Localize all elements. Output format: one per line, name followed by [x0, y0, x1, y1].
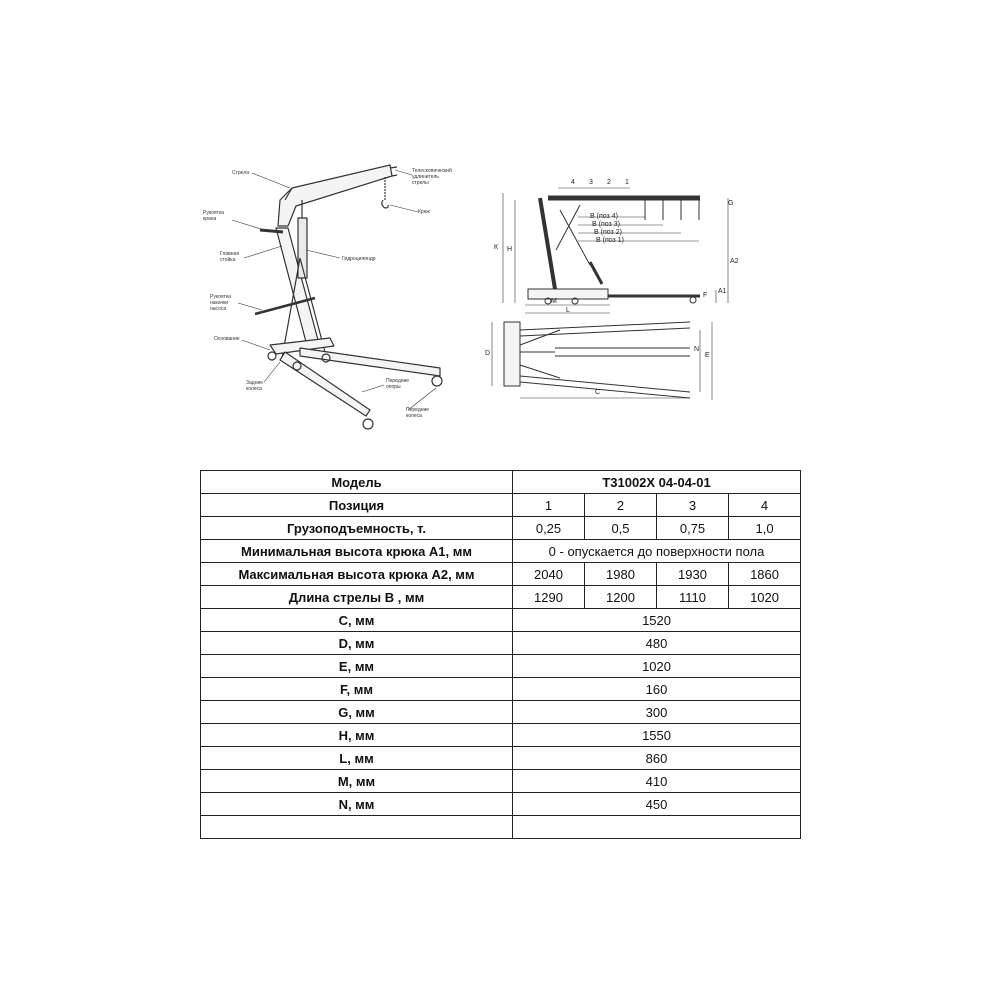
label-front-supports: Передние опоры	[386, 378, 410, 390]
table-cell: 0,5	[585, 517, 657, 540]
dim-f-label: F, мм	[201, 678, 513, 701]
table-row	[201, 586, 801, 609]
dim-d-value: 480	[513, 632, 801, 655]
table-row	[201, 517, 801, 540]
dim-m-value: 410	[513, 770, 801, 793]
dim-pos-3: 3	[589, 179, 593, 186]
dim-e: E	[705, 352, 710, 359]
label-pump-handle: Рукоятка накачки насоса	[210, 294, 231, 312]
table-cell: 0,25	[513, 517, 585, 540]
table-row	[201, 701, 801, 724]
dim-h-value: 1550	[513, 724, 801, 747]
dim-b-pos1: B (поз 1)	[596, 237, 624, 244]
dim-c-label: C, мм	[201, 609, 513, 632]
table-cell: 2040	[513, 563, 585, 586]
crane-illustration	[0, 0, 1000, 460]
dim-f: F	[703, 292, 708, 299]
dim-m-label: M, мм	[201, 770, 513, 793]
dim-c: C	[595, 389, 601, 396]
dim-g: G	[728, 200, 734, 207]
min-hook-value: 0 - опускается до поверхности пола	[513, 540, 801, 563]
dim-l-value: 860	[513, 747, 801, 770]
dim-n-value: 450	[513, 793, 801, 816]
table-cell: 1980	[585, 563, 657, 586]
dim-c-value: 1520	[513, 609, 801, 632]
table-row	[201, 770, 801, 793]
dim-a1: A1	[718, 288, 727, 295]
table-cell: 3	[657, 494, 729, 517]
label-base: Основание	[214, 336, 240, 342]
dim-f-value: 160	[513, 678, 801, 701]
label-main-post: Главная стойка	[220, 251, 240, 263]
dim-l-label: L, мм	[201, 747, 513, 770]
table-cell: 1860	[729, 563, 801, 586]
table-row	[201, 655, 801, 678]
table-cell: 2	[585, 494, 657, 517]
label-front-wheels: Передние колеса	[406, 407, 430, 419]
dim-pos-4: 4	[571, 179, 575, 186]
dim-e-label: E, мм	[201, 655, 513, 678]
dim-g-value: 300	[513, 701, 801, 724]
table-cell: 1930	[657, 563, 729, 586]
dim-n: N	[694, 346, 700, 353]
label-boom-extension: Телескопический удлинитель стрелы	[412, 168, 452, 186]
table-row	[201, 609, 801, 632]
table-cell: 1290	[513, 586, 585, 609]
table-row	[201, 724, 801, 747]
dim-b-pos4: B (поз 4)	[590, 213, 618, 220]
boom-length-label: Длина стрелы В , мм	[201, 586, 513, 609]
max-hook-label: Максимальная высота крюка А2, мм	[201, 563, 513, 586]
dim-l: L	[566, 307, 570, 314]
dim-b-pos2: B (поз 2)	[594, 229, 622, 236]
table-row	[201, 540, 801, 563]
dim-b-pos3: B (поз 3)	[592, 221, 620, 228]
table-cell: 0,75	[657, 517, 729, 540]
dim-pos-1: 1	[625, 179, 629, 186]
dim-d-label: D, мм	[201, 632, 513, 655]
table-cell: 1,0	[729, 517, 801, 540]
dim-a2: A2	[730, 258, 739, 265]
capacity-label: Грузоподъемность, т.	[201, 517, 513, 540]
technical-drawing	[0, 0, 1000, 460]
model-label: Модель	[201, 471, 513, 494]
table-row	[201, 632, 801, 655]
specification-table	[200, 470, 801, 839]
table-row	[201, 793, 801, 816]
table-cell: 1	[513, 494, 585, 517]
dim-m: M	[551, 298, 557, 305]
table-row	[201, 494, 801, 517]
position-label: Позиция	[201, 494, 513, 517]
table-row	[201, 563, 801, 586]
model-value: T31002X 04-04-01	[513, 471, 801, 494]
table-cell: 1020	[729, 586, 801, 609]
dim-h-label: H, мм	[201, 724, 513, 747]
empty-cell	[201, 816, 513, 839]
table-row-empty	[201, 816, 801, 839]
label-boom: Стрела	[232, 170, 249, 176]
dim-h: H	[507, 246, 513, 253]
dim-g-label: G, мм	[201, 701, 513, 724]
table-cell: 1110	[657, 586, 729, 609]
label-crane-handle: Рукоятка крана	[203, 210, 224, 222]
table-cell: 4	[729, 494, 801, 517]
empty-cell	[513, 816, 801, 839]
table-row	[201, 471, 801, 494]
dim-pos-2: 2	[607, 179, 611, 186]
table-cell: 1200	[585, 586, 657, 609]
dim-k: К	[494, 244, 499, 251]
dim-e-value: 1020	[513, 655, 801, 678]
dim-d: D	[485, 350, 491, 357]
label-hydraulic-cylinder: Гидроцилиндр	[342, 256, 376, 262]
label-hook: Крюк	[418, 209, 430, 215]
min-hook-label: Минимальная высота крюка А1, мм	[201, 540, 513, 563]
label-rear-wheels: Задние колеса	[246, 380, 264, 392]
dim-n-label: N, мм	[201, 793, 513, 816]
table-row	[201, 678, 801, 701]
table-row	[201, 747, 801, 770]
